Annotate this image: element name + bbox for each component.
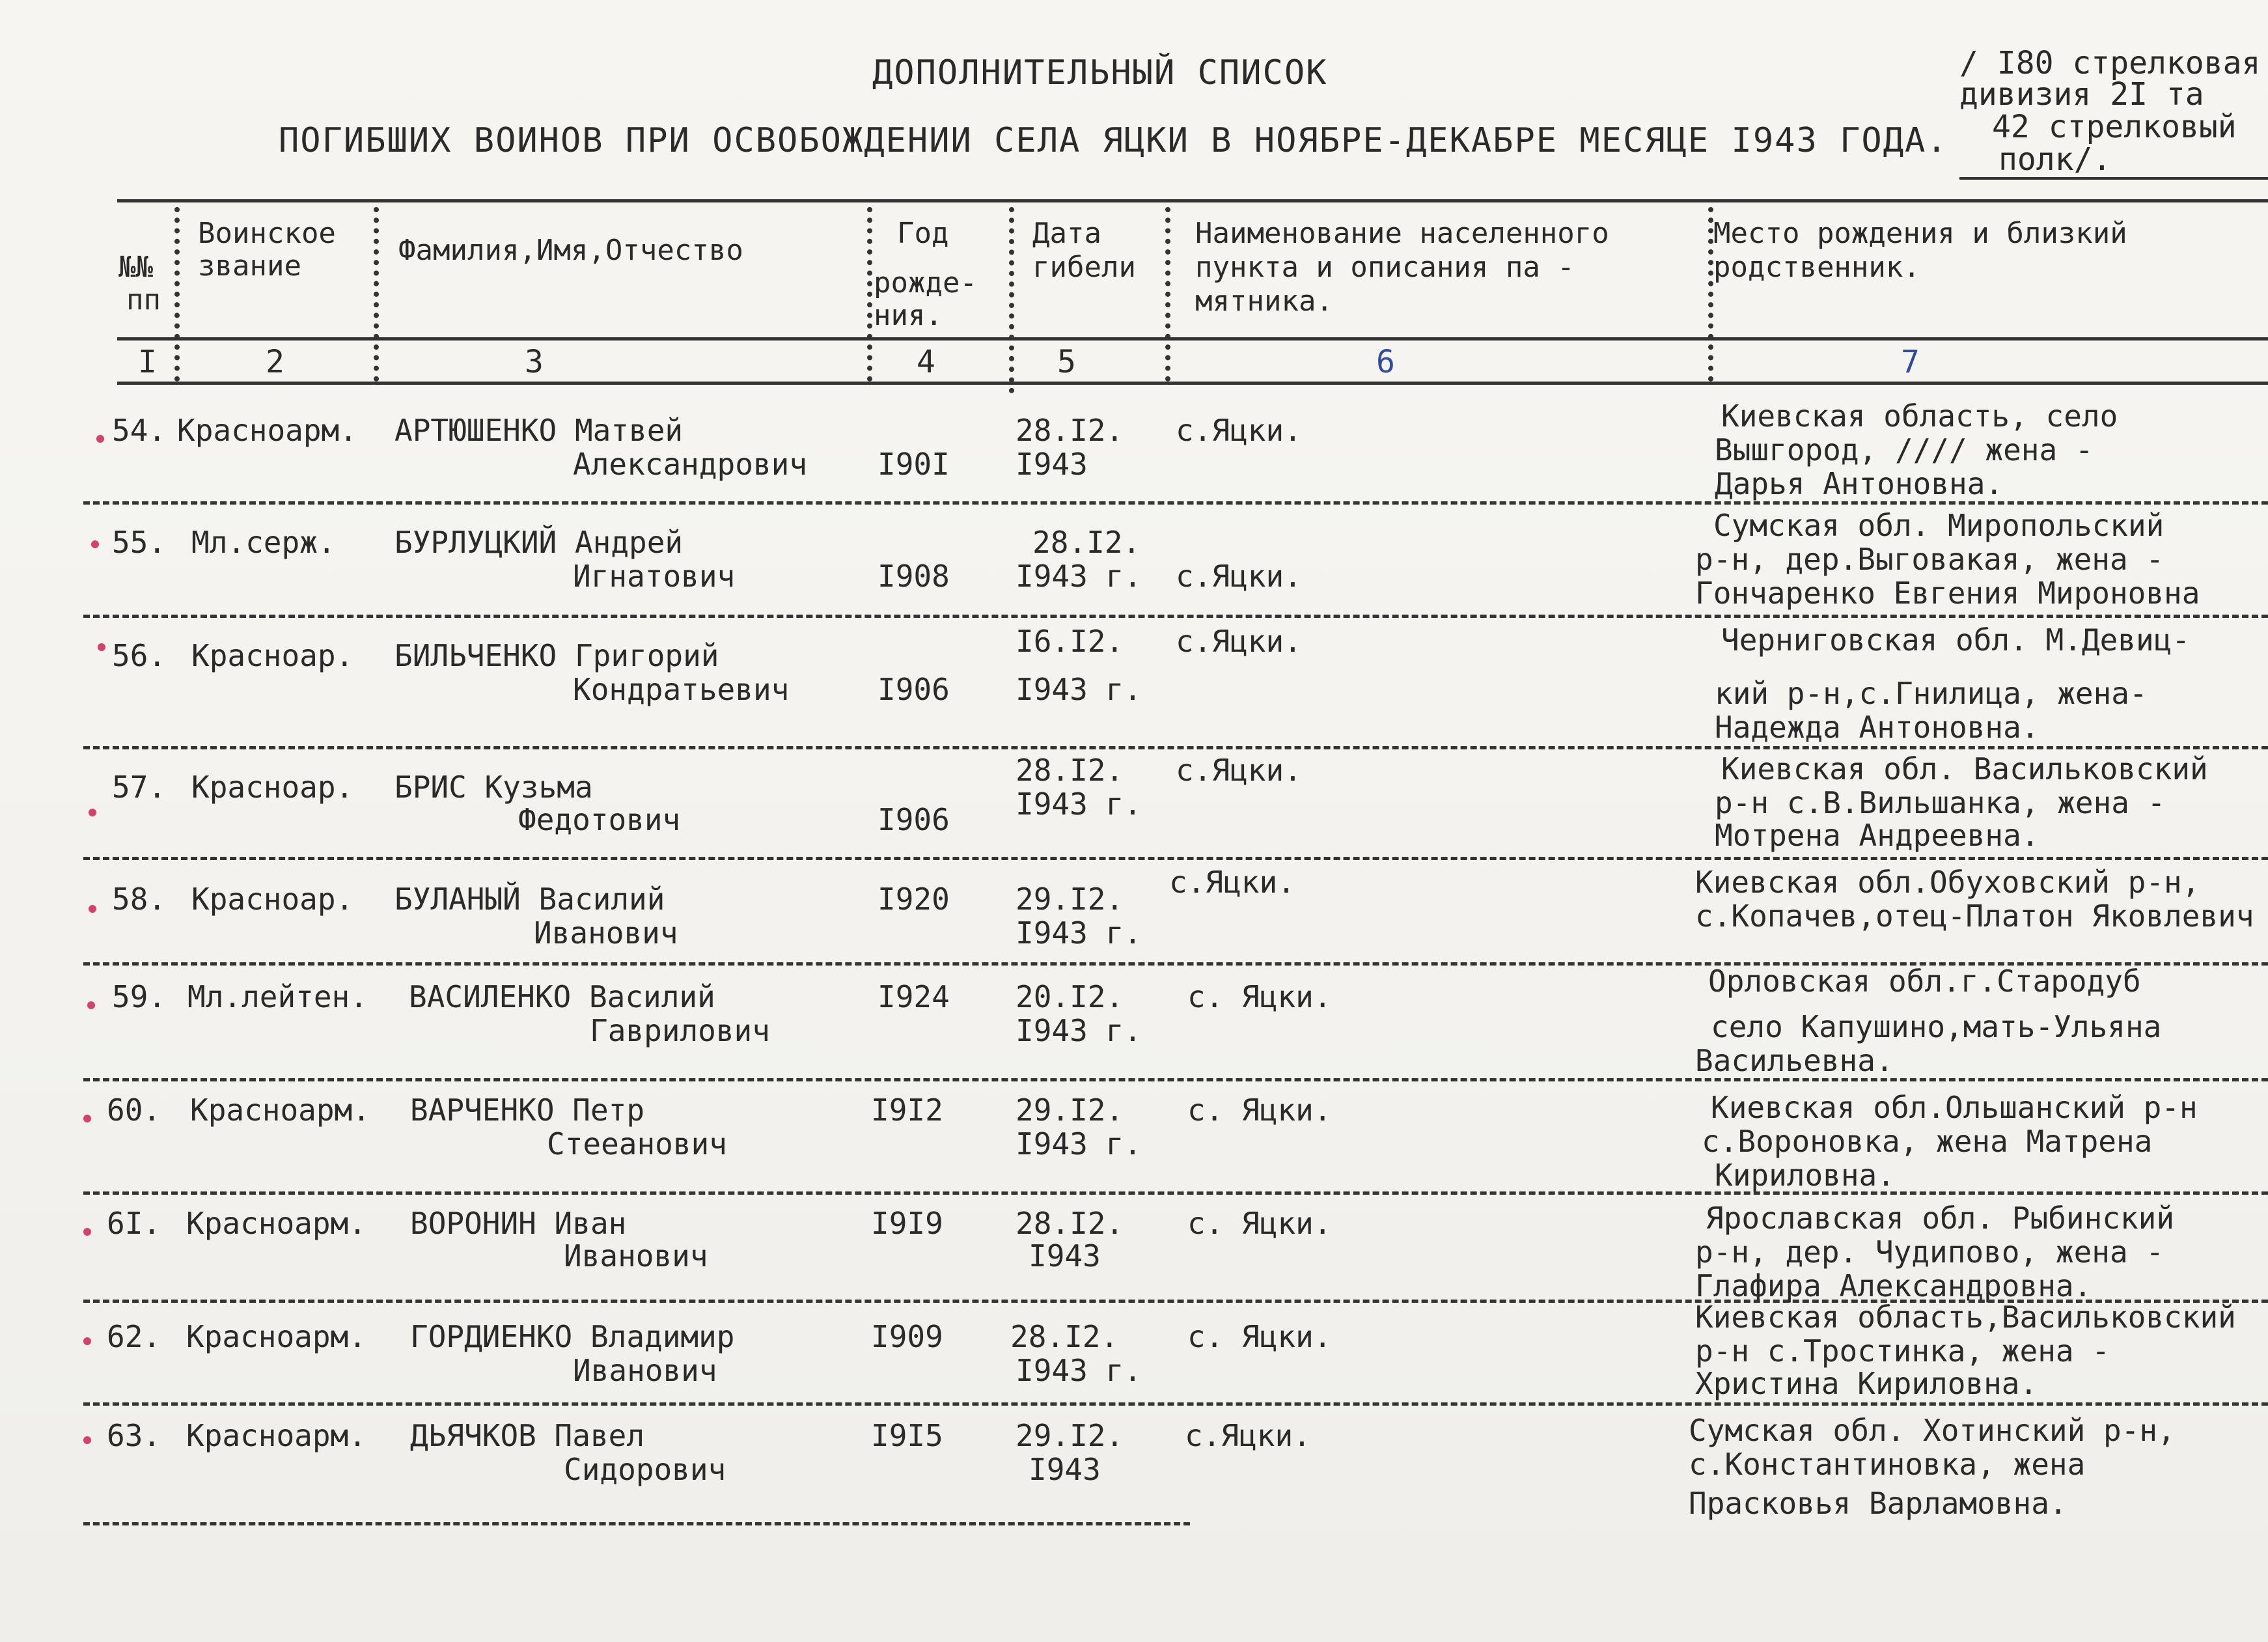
column-separator [1708, 207, 1713, 382]
column-separator [1165, 207, 1170, 382]
review-mark [83, 1115, 91, 1122]
table-top-rule [117, 199, 2268, 202]
row-divider [83, 615, 2268, 618]
review-mark [89, 905, 96, 913]
column-separator [174, 207, 180, 382]
review-mark [83, 1436, 91, 1444]
row-divider [83, 1402, 2268, 1406]
review-mark [87, 1001, 95, 1009]
document-subtitle: ПОГИБШИХ ВОИНОВ ПРИ ОСВОБОЖДЕНИИ СЕЛА ЯЦКИ В НОЯБРЕ-ДЕКАБРЕ МЕСЯЦЕ I943 ГОДА. [279, 121, 1948, 160]
review-mark [98, 643, 105, 651]
column-separator [374, 207, 379, 382]
row-divider [83, 746, 2268, 749]
row-divider [83, 1191, 2268, 1195]
row-divider [83, 1522, 1190, 1525]
review-mark [83, 1337, 91, 1345]
row-divider [83, 857, 2268, 860]
document-title: ДОПОЛНИТЕЛЬНЫЙ СПИСОК [872, 53, 1328, 92]
review-mark [83, 1228, 91, 1236]
note-underline [1959, 177, 2268, 180]
column-separator [867, 207, 872, 382]
row-divider [83, 1078, 2268, 1081]
column-numbers-rule [117, 382, 2268, 385]
row-divider [83, 501, 2268, 505]
column-separator [1009, 207, 1014, 393]
document-page: ДОПОЛНИТЕЛЬНЫЙ СПИСОК ПОГИБШИХ ВОИНОВ ПРИ ОСВОБОЖДЕНИИ СЕЛА ЯЦКИ В НОЯБРЕ-ДЕКАБРЕ МЕСЯЦЕ I943 ГОДА. / I80 стрелковая дивизия 2I та 42 стрелковый полк/. №№ пп Воинское звание Фамилия,Имя,Отчество Год рожде- ния. Дата гибели Наименование населенного пункта и описания па - мятника. Место рождения и близкий родственник. I 2 3 4 5 6 7 54. Красноарм. АРТЮШЕНКО Матвей Александрович I90I 28.I2. I943 с.Яцки. Киевская область, село Вышгород, //// жена - Дарья Антоновна. 55. Мл.серж. БУРЛУЦКИЙ Андрей Игнатович I908 28.I2. I943 г. с.Яцки. Сумская обл. Миропольский р-н, дер.Выговакая, жена - Гончаренко Евгения Мироновна 56. Красноар. БИЛЬЧЕНКО Григорий Кондратьевич I906 I6.I2. I943 г. с.Яцки. Черниговская обл. М.Девиц- кий р-н,с.Гнилица, жена- Надежда Антоновна. 57. Красноар. БРИС Кузьма Федотович I906 28.I2. I943 г. с.Яцки. Киевская обл. Васильковский р-н с.В.Вильшанка, жена - Мотрена Андреевна. 58. Красноар. БУЛАНЫЙ Василий Иванович I920 29.I2. I943 г. с.Яцки. Киевская обл.Обуховский р-н, с.Копачев,отец-Платон Яковлевич 59. Мл.лейтен. ВАСИЛЕНКО Василий Гаврилович I924 20.I2. I943 г. с. Яцки. Орловская обл.г.Стародуб село Капушино,мать-Ульяна Васильевна. 60. Красноарм. ВАРЧЕНКО Петр Стееанович I9I2 29.I2. I943 г. с. Яцки. Киевская обл.Ольшанский р-н с.Вороновка, жена Матрена Кириловна. 6I. Красноарм. ВОРОНИН Иван Иванович I9I9 28.I2. I943 с. Яцки. Ярославская обл. Рыбинский р-н, дер. Чудипово, жена - Глафира Александровна. 62. Красноарм. ГОРДИЕНКО Владимир Иванович I909 28.I2. I943 г. с. Яцки. Киевская область,Васильковский р-н с.Тростинка, жена - Христина Кириловна. 63. Красноарм. ДЬЯЧКОВ Павел Сидорович I9I5 29.I2. I943 с.Яцки. Сумская обл. Хотинский р-н, с.Константиновка, жена Прасковья Варламовна. [0, 0, 2268, 1642]
header-separator-rule [117, 337, 2268, 341]
review-mark [89, 809, 96, 816]
review-mark [96, 435, 104, 443]
review-mark [91, 540, 99, 548]
